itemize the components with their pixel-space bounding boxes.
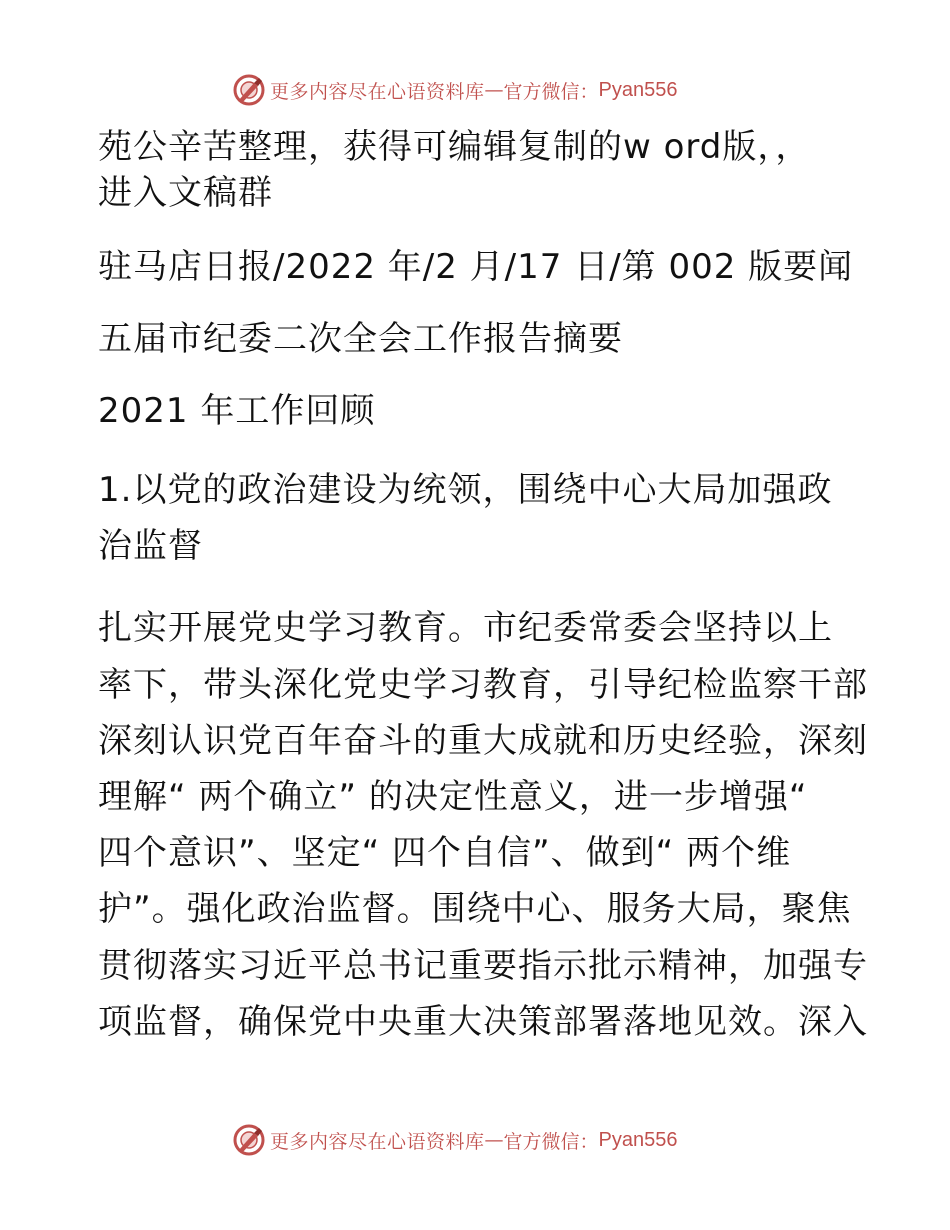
banner-wechat-id: Pyan556 xyxy=(598,78,678,101)
pen-logo-icon xyxy=(232,73,266,107)
body-line: 深刻认识党百年奋斗的重大成就和历史经验，深刻 xyxy=(98,720,868,761)
body-paragraph xyxy=(98,600,868,1050)
body-line: 理解“ 两个确立” 的决定性意义，进一步增强“ xyxy=(98,777,808,818)
source-line: 驻马店日报/2022 年/2 月/17 日/第 002 版要闻 xyxy=(98,247,854,287)
banner-separator: — xyxy=(484,1129,504,1151)
body-line: 项监督，确保党中央重大决策部署落地见效。深入 xyxy=(98,1001,868,1042)
header-watermark-banner xyxy=(232,70,678,110)
subheading xyxy=(98,462,858,574)
banner-wechat-label: 官方微信： xyxy=(503,80,599,103)
subheading-line-1: 1.以党的政治建设为统领，围绕中心大局加强政 xyxy=(98,470,833,510)
body-line: 护”。强化政治监督。围绕中心、服务大局，聚焦 xyxy=(98,889,852,930)
pen-logo-icon xyxy=(232,1123,266,1157)
banner-wechat-label: 官方微信： xyxy=(503,1130,599,1153)
article-title: 五届市纪委二次全会工作报告摘要 xyxy=(98,319,623,359)
banner-separator: — xyxy=(484,79,504,101)
banner-text: 更多内容尽在心语资料库 xyxy=(270,1130,485,1153)
notice-line-1: 苑公辛苦整理，获得可编辑复制的w ord版，， xyxy=(98,127,811,167)
banner-text: 更多内容尽在心语资料库 xyxy=(270,80,485,103)
footer-watermark-banner xyxy=(232,1120,678,1160)
body-line: 扎实开展党史学习教育。市纪委常委会坚持以上 xyxy=(98,608,833,649)
section-heading: 2021 年工作回顾 xyxy=(98,391,376,431)
body-line: 率下，带头深化党史学习教育，引导纪检监察干部 xyxy=(98,664,868,705)
body-line: 四个意识”、坚定“ 四个自信”、做到“ 两个维 xyxy=(98,833,792,874)
notice-line-2: 进入文稿群 xyxy=(98,173,273,213)
banner-wechat-id: Pyan556 xyxy=(598,1128,678,1151)
subheading-line-2: 治监督 xyxy=(98,526,203,567)
document-body xyxy=(98,124,868,1050)
body-line: 贯彻落实习近平总书记重要指示批示精神，加强专 xyxy=(98,945,868,986)
